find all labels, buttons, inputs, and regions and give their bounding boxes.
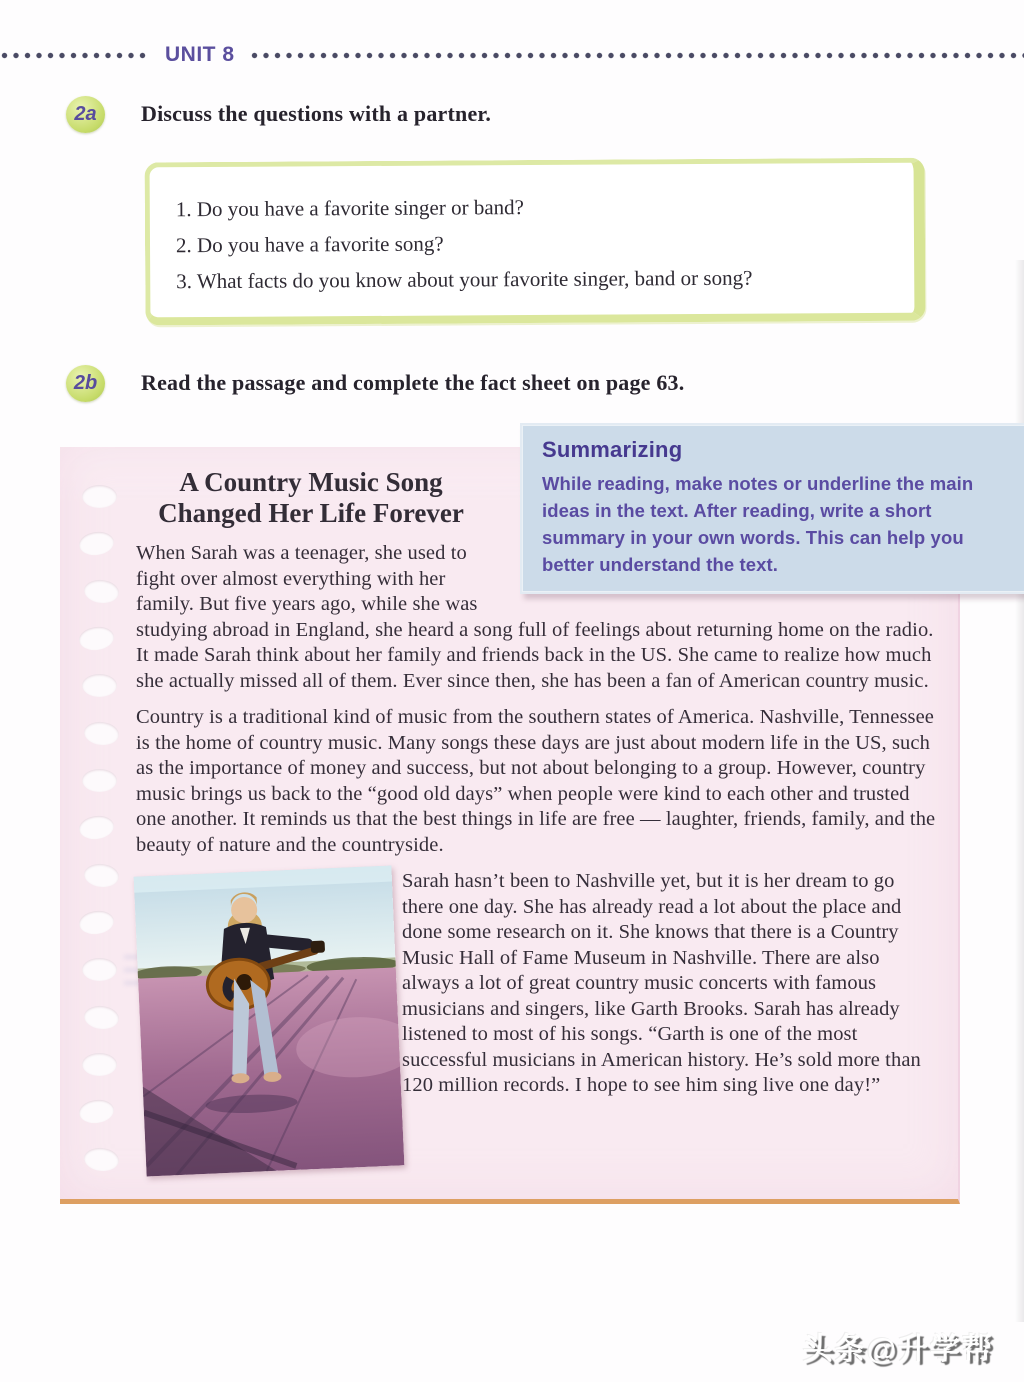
punch-hole <box>83 862 120 889</box>
punch-hole <box>82 769 117 792</box>
passage-card <box>60 437 974 1204</box>
task-2b <box>66 363 1024 403</box>
task-2a-instruction: Discuss the questions with a partner. <box>141 101 492 126</box>
passage-title-line-1: A Country Music Song <box>179 467 443 497</box>
task-2b-badge: 2b <box>66 365 105 402</box>
punch-hole <box>78 625 116 653</box>
unit-label: UNIT 8 <box>165 43 235 66</box>
punch-hole <box>82 958 117 981</box>
strategy-box <box>520 423 1024 594</box>
questions-box <box>145 158 926 326</box>
strategy-box-body: While reading, make notes or underline the main ideas in the text. After reading, write a short summary in your own words. This can help you better understand the text. <box>542 473 974 575</box>
punch-hole <box>78 530 116 558</box>
question-3: 3. What facts do you know about your favorite singer, band or song? <box>176 265 753 294</box>
passage-paragraph-3: Sarah hasn’t been to Nashville yet, but it is her dream to go there one day. She has already read a lot about the place and done some research on it. She knows that there is a Country Music Hall of Fame Museum in Nashville. There are also always a lot of great country music concerts with famous musicians and singers, like Garth Brooks. Sarah has already listened to most of his songs. “Garth is one of the most successful musicians in American history. He’s sold more than 120 million records. I hope to see him sing live one day!” <box>402 870 921 1096</box>
dotted-rule-right <box>250 51 1024 60</box>
strategy-box-title: Summarizing <box>542 437 683 462</box>
scan-edge-shadow <box>1015 260 1024 1322</box>
punch-hole <box>78 909 116 937</box>
passage-paragraph-3-block <box>136 869 938 1175</box>
punch-hole <box>83 578 120 605</box>
punch-hole <box>82 674 117 697</box>
punch-hole <box>82 485 117 508</box>
punch-hole <box>83 1004 120 1031</box>
punch-hole <box>78 814 116 842</box>
punch-hole <box>82 1053 117 1076</box>
passage-paragraph-1: When Sarah was a teenager, she used to fight over almost everything with her family. But five years ago, while she was studying abroad in England, she heard a song full of feelings about returning home on the radio. It made Sarah think about her family and friends back in the US. She came to realize how much she actually missed all of them. Ever since then, she has been a fan of American country music. <box>136 542 934 692</box>
watermark: 头条@升学帮 <box>802 1333 994 1366</box>
task-2a-badge: 2a <box>66 96 105 133</box>
dotted-rule-left <box>0 51 150 60</box>
girl-with-guitar-illustration <box>134 866 405 1177</box>
task-2a <box>66 94 1024 134</box>
question-1: 1. Do you have a favorite singer or band? <box>175 195 525 222</box>
passage-paragraph-2: Country is a traditional kind of music from the southern states of America. Nashville, Tennessee is the home of country music. Many songs these days are just about modern life in the US, such as the importance of money and success, but not about belonging to a group. However, country music brings us back to the “good old days” when people were kind to each other and trusted one another. It reminds us that the best things in life are free — laughter, friends, family, and the beauty of nature and the countryside. <box>136 706 936 856</box>
passage-title-line-2: Changed Her Life Forever <box>158 498 464 528</box>
punch-hole <box>78 1098 116 1126</box>
punch-holes <box>82 485 120 1171</box>
unit-header <box>0 43 1024 66</box>
task-2b-instruction: Read the passage and complete the fact sheet on page 63. <box>141 370 685 395</box>
question-2: 2. Do you have a favorite song? <box>175 231 444 258</box>
passage-photo <box>136 869 402 1175</box>
punch-hole <box>83 1146 120 1173</box>
punch-hole <box>83 720 120 747</box>
